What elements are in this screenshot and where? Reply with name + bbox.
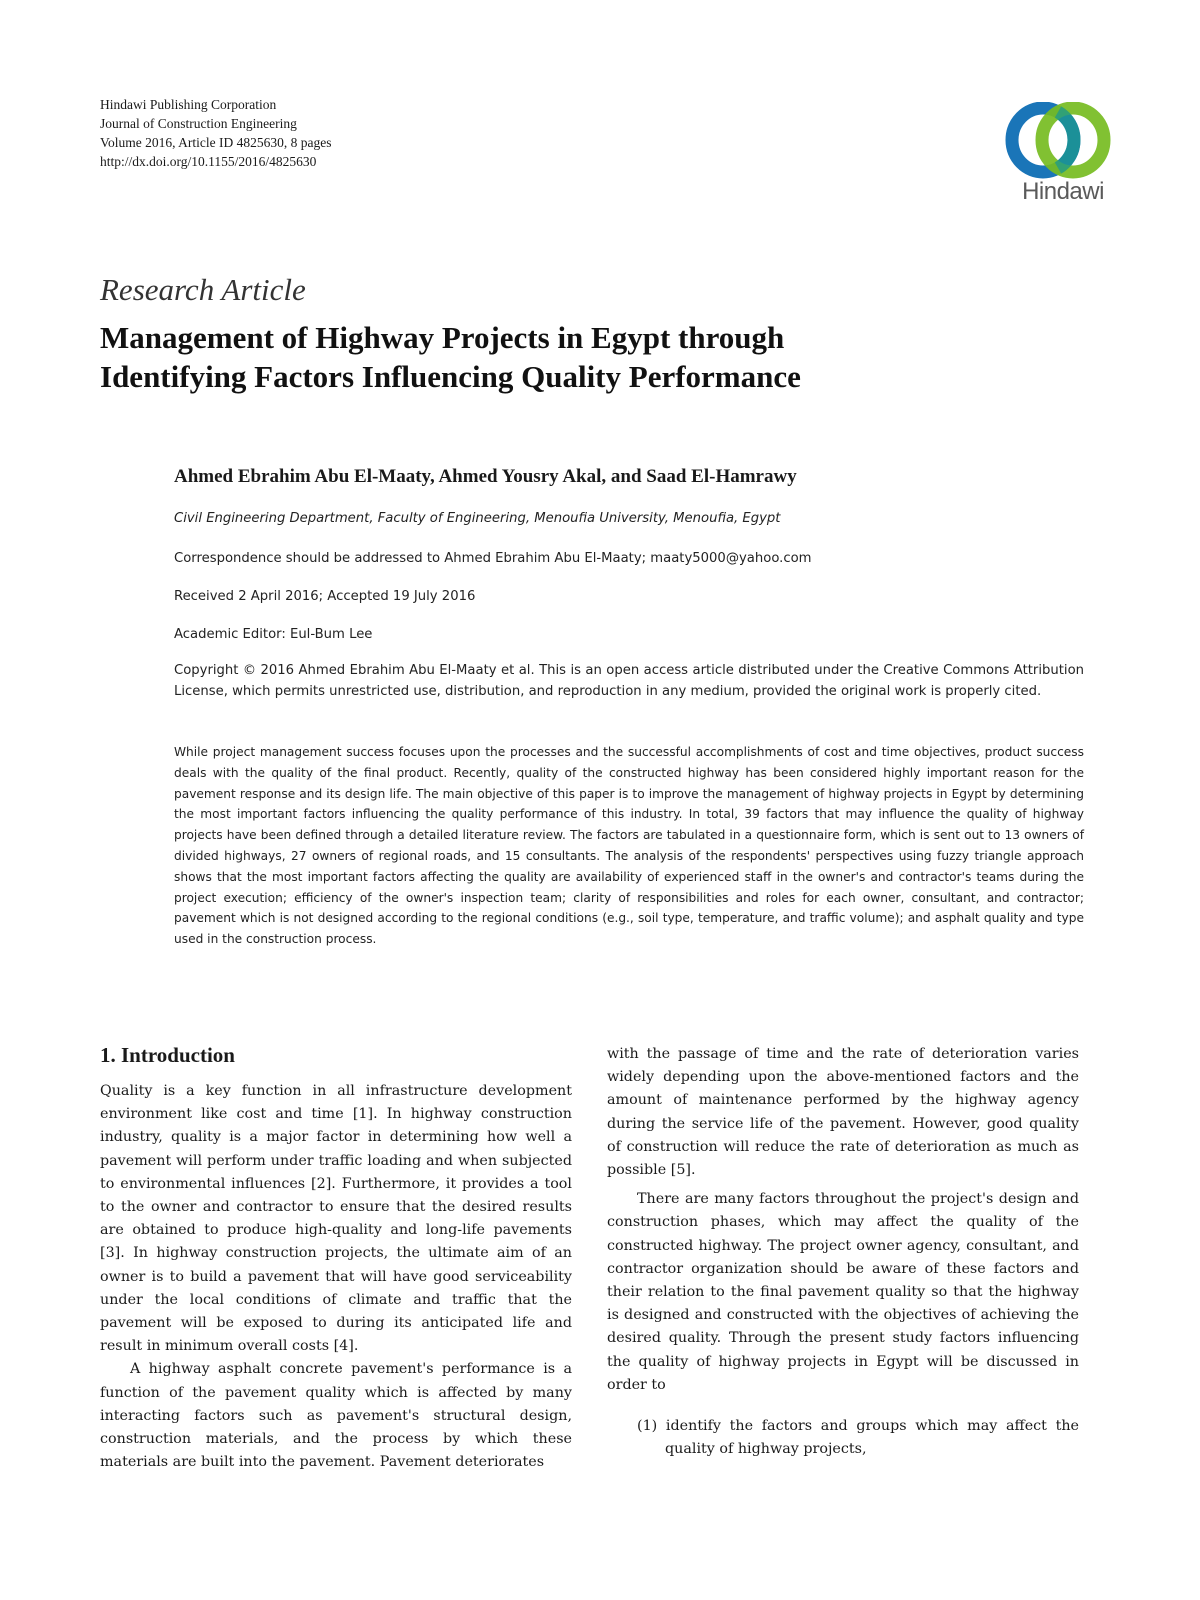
affiliation: Civil Engineering Department, Faculty of Engineering, Menoufia University, Menoufia, Egypt: [174, 511, 781, 526]
volume-info: Volume 2016, Article ID 4825630, 8 pages: [100, 135, 332, 150]
paragraph: with the passage of time and the rate of deterioration varies widely depending upon the above-mentioned factors and the amount of maintenance performed by the highway agency during the service life of the pavement. However, good quality of construction will reduce the rate of deterioration as much as possible [5].: [607, 1046, 1079, 1179]
paragraph: Quality is a key function in all infrastructure development environment like cost and time [1]. In highway construction industry, quality is a major factor in determining how well a pavement will perform under traffic loading and when subjected to environmental influences [2]. Furthermore, it provides a tool to the owner and contractor to ensure that the desired results are obtained to produce high-quality and long-life pavements [3]. In highway construction projects, the ultimate aim of an owner is to build a pavement that will have good serviceability under the local conditions of climate and traffic that the pavement will be exposed to during its anticipated life and result in minimum overall costs [4].: [100, 1083, 572, 1355]
journal-name: Journal of Construction Engineering: [100, 116, 297, 131]
right-column: [607, 1043, 1079, 1461]
title-line-2: Identifying Factors Influencing Quality Performance: [100, 359, 801, 394]
paragraph: There are many factors throughout the project's design and construction phases, which may affect the quality of the constructed highway. The project owner agency, consultant, and contractor organization should be aware of these factors and their relation to the final pavement quality so that the highway is designed and constructed with the objectives of achieving the desired quality. Through the present study factors influencing the quality of highway projects in Egypt will be discussed in order to: [607, 1191, 1079, 1393]
article-title: [100, 318, 1080, 396]
academic-editor: Academic Editor: Eul-Bum Lee: [174, 627, 373, 642]
journal-header: [100, 95, 331, 171]
correspondence: Correspondence should be addressed to Ahmed Ebrahim Abu El-Maaty; maaty5000@yahoo.com: [174, 551, 812, 566]
title-line-1: Management of Highway Projects in Egypt through: [100, 320, 785, 355]
hindawi-logo-wordmark: Hindawi: [1022, 178, 1104, 205]
abstract: While project management success focuses upon the processes and the successful accomplishments of cost and time objectives, product success deals with the quality of the final product. Recently, quality of the constructed highway has been considered highly important reason for the pavement response and its design life. The main objective of this paper is to improve the management of highway projects in Egypt by determining the most important factors influencing the quality performance of this industry. In total, 39 factors that may influence the quality of highway projects have been defined through a detailed literature review. The factors are tabulated in a questionnaire form, which is sent out to 13 owners of divided highways, 27 owners of regional roads, and 15 consultants. The analysis of the respondents' perspectives using fuzzy triangle approach shows that the most important factors affecting the quality are availability of experienced staff in the owner's and contractor's teams during the project execution; efficiency of the owner's inspection team; clarity of responsibilities and roles for each owner, consultant, and contractor; pavement which is not designed according to the regional conditions (e.g., soil type, temperature, and traffic volume); and asphalt quality and type used in the construction process.: [174, 745, 1084, 947]
doi-link[interactable]: http://dx.doi.org/10.1155/2016/4825630: [100, 154, 317, 169]
left-column: [100, 1080, 572, 1474]
author-list: Ahmed Ebrahim Abu El-Maaty, Ahmed Yousry Akal, and Saad El-Hamrawy: [174, 466, 797, 487]
article-type: Research Article: [100, 272, 306, 307]
section-heading-introduction: 1. Introduction: [100, 1043, 235, 1067]
publisher-name: Hindawi Publishing Corporation: [100, 97, 277, 112]
paragraph: A highway asphalt concrete pavement's performance is a function of the pavement quality which is affected by many interacting factors such as pavement's structural design, construction materials, and the process by which these materials are built into the pavement. Pavement deteriorates: [100, 1361, 572, 1471]
list-item: (1) identify the factors and groups which may affect the quality of highway projects,: [637, 1418, 1079, 1458]
received-dates: Received 2 April 2016; Accepted 19 July 2016: [174, 589, 476, 604]
copyright-notice: Copyright © 2016 Ahmed Ebrahim Abu El-Maaty et al. This is an open access article distributed under the Creative Commons Attribution License, which permits unrestricted use, distribution, and reproduction in any medium, provided the original work is properly cited.: [174, 663, 1084, 699]
